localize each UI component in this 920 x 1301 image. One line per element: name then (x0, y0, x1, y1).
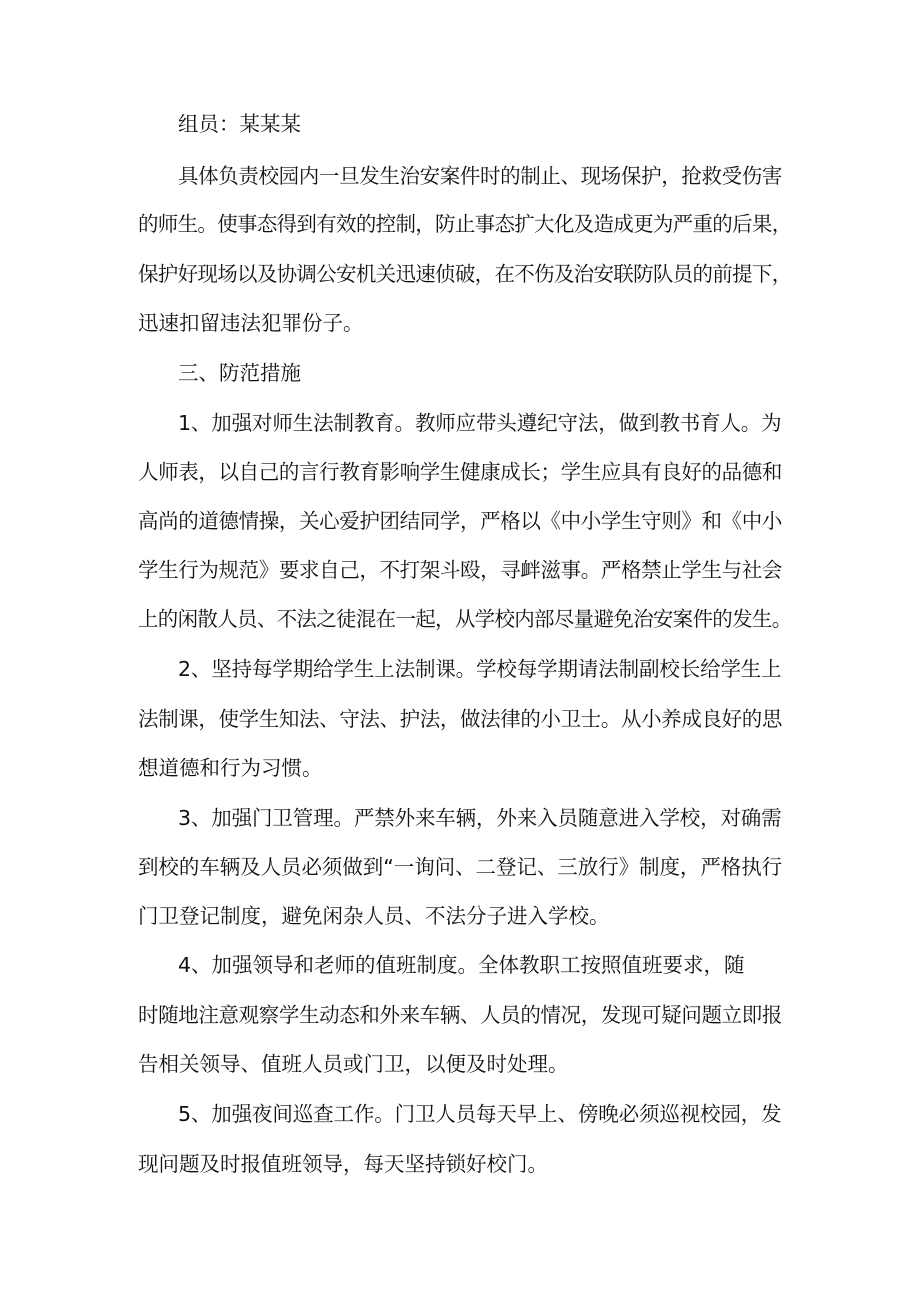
paragraph-line: 现问题及时报值班领导，每天坚持锁好校门。 (138, 1152, 548, 1176)
paragraph-line: 想道德和行为习惯。 (138, 756, 323, 780)
paragraph-line: 1、加强对师生法制教育。教师应带头遵纪守法，做到教书育人。为 (178, 411, 782, 435)
paragraph-line: 具体负责校园内一旦发生治安案件时的制止、现场保护，抢救受伤害 (178, 164, 782, 188)
paragraph-line: 2、坚持每学期给学生上法制课。学校每学期请法制副校长给学生上 (178, 657, 782, 681)
paragraph-line: 门卫登记制度，避免闲杂人员、不法分子进入学校。 (138, 904, 610, 928)
paragraph-line: 法制课，使学生知法、守法、护法，做法律的小卫士。从小养成良好的思 (138, 707, 782, 731)
paragraph-line: 上的闲散人员、不法之徒混在一起，从学校内部尽量避免治安案件的发生。 (138, 607, 792, 631)
paragraph-line: 3、加强门卫管理。严禁外来车辆，外来入员随意进入学校，对确需 (178, 806, 782, 830)
paragraph-line: 4、加强领导和老师的值班制度。全体教职工按照值班要求，随 (178, 953, 745, 977)
paragraph-line: 学生行为规范》要求自己，不打架斗殴，寻衅滋事。严格禁止学生与社会 (138, 558, 782, 582)
group-member-line: 组员：某某某 (178, 112, 301, 136)
paragraph-line: 告相关领导、值班人员或门卫，以便及时处理。 (138, 1052, 569, 1076)
paragraph-line: 保护好现场以及协调公安机关迅速侦破，在不伤及治安联防队员的前提下， (138, 262, 792, 286)
paragraph-line: 人师表，以自己的言行教育影响学生健康成长；学生应具有良好的品德和 (138, 460, 782, 484)
paragraph-line: 时随地注意观察学生动态和外来车辆、人员的情况，发现可疑问题立即报 (138, 1003, 782, 1027)
paragraph-line: 高尚的道德情操，关心爱护团结同学，严格以《中小学生守则》和《中小 (138, 509, 782, 533)
section-heading: 三、防范措施 (178, 361, 301, 385)
paragraph-line: 5、加强夜间巡查工作。门卫人员每天早上、傍晚必须巡视校园，发 (178, 1102, 782, 1126)
paragraph-line: 迅速扣留违法犯罪份子。 (138, 311, 364, 335)
paragraph-line: 的师生。使事态得到有效的控制，防止事态扩大化及造成更为严重的后果， (138, 212, 792, 236)
paragraph-line: 到校的车辆及人员必须做到“一询问、二登记、三放行》制度，严格执行 (138, 855, 783, 879)
